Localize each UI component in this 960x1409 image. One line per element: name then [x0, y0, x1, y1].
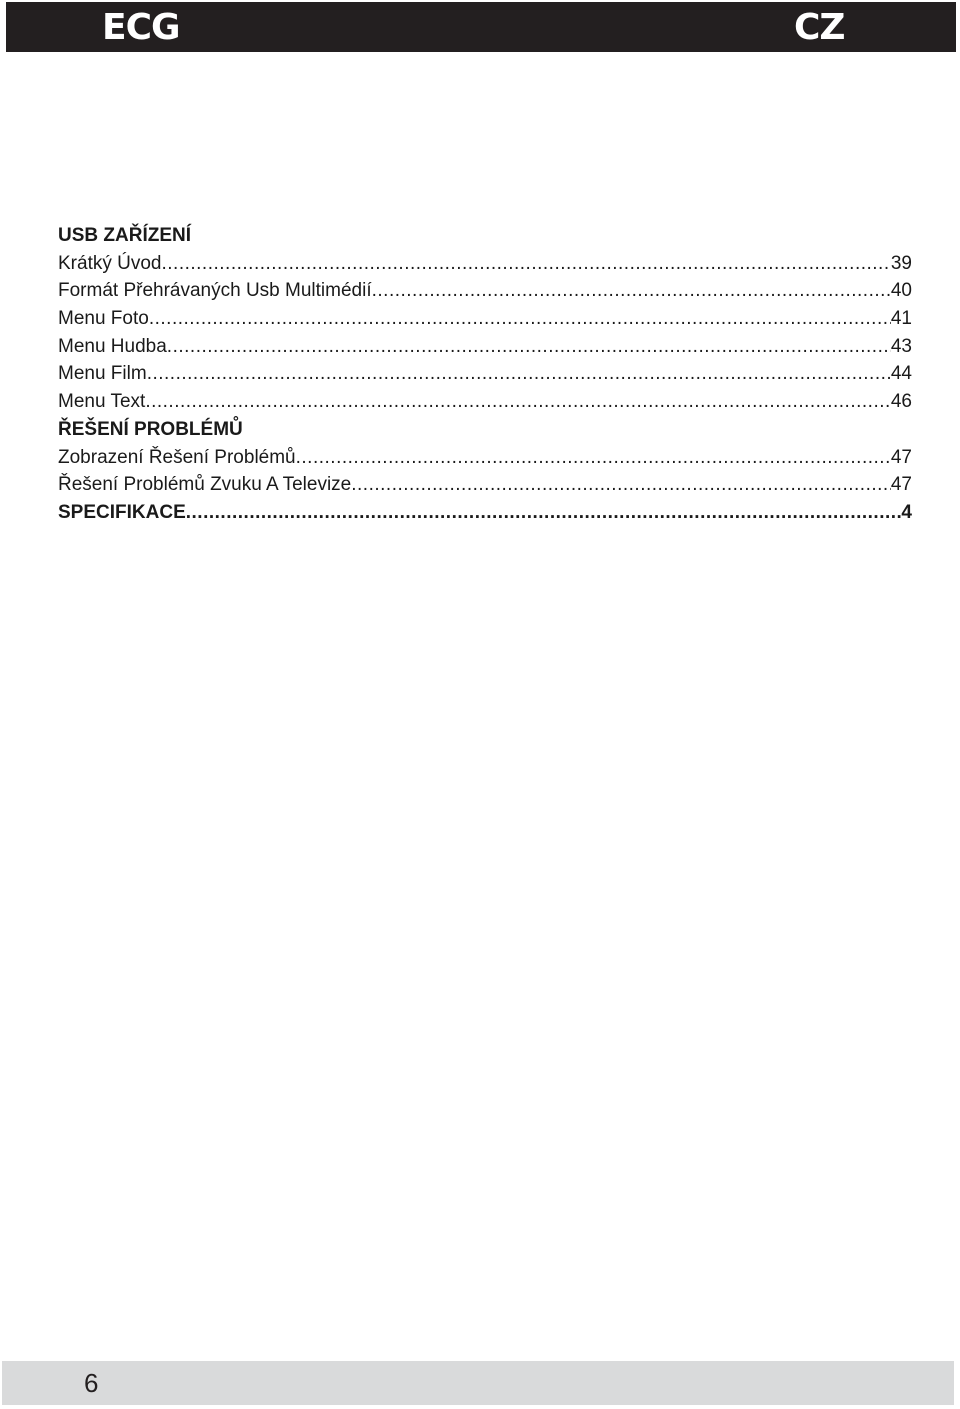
- header-bar: [6, 2, 956, 52]
- toc-entry-page: 46: [890, 391, 912, 413]
- toc-entry-format[interactable]: [58, 277, 912, 305]
- toc-leader-dots: [372, 277, 891, 305]
- toc-entry-page: 47: [890, 446, 912, 468]
- toc-entry-menu-text[interactable]: [58, 388, 912, 416]
- toc-leader-dots: [351, 471, 891, 499]
- toc-entry-page: 47: [890, 474, 912, 496]
- toc-entry-title: Menu Hudba: [58, 335, 167, 357]
- toc-entry-page: 44: [890, 363, 912, 385]
- toc-entry-menu-film[interactable]: [58, 360, 912, 388]
- toc-heading-label: ŘEŠENÍ PROBLÉMŮ: [58, 418, 243, 440]
- toc-entry-zvuk-televize[interactable]: [58, 471, 912, 499]
- toc-entry-kratky-uvod[interactable]: [58, 250, 912, 278]
- toc-entry-title: Menu Film: [58, 363, 147, 385]
- toc-leader-dots: [145, 388, 891, 416]
- page-number: 6: [84, 1368, 99, 1398]
- toc-entry-page: 40: [890, 280, 912, 302]
- toc-entry-menu-foto[interactable]: [58, 305, 912, 333]
- toc-entry-title: Krátký Úvod: [58, 252, 162, 274]
- toc-entry-page: 39: [890, 252, 912, 274]
- toc-entry-title: Zobrazení Řešení Problémů: [58, 446, 296, 468]
- table-of-contents: [58, 222, 912, 527]
- toc-leader-dots: [186, 499, 902, 527]
- toc-heading-troubleshooting: [58, 416, 912, 444]
- toc-entry-title: Řešení Problémů Zvuku A Televize: [58, 474, 352, 496]
- language-code: CZ: [794, 7, 845, 48]
- toc-leader-dots: [296, 444, 891, 472]
- toc-entry-specifikace[interactable]: [58, 499, 912, 527]
- toc-leader-dots: [147, 360, 891, 388]
- toc-entry-zobrazeni[interactable]: [58, 444, 912, 472]
- toc-entry-title: Formát Přehrávaných Usb Multimédií: [58, 280, 372, 302]
- toc-entry-page: 41: [890, 308, 912, 330]
- toc-entry-title: Menu Text: [58, 391, 146, 413]
- toc-entry-menu-hudba[interactable]: [58, 333, 912, 361]
- brand-logo: ECG: [102, 7, 180, 48]
- footer-bar: [2, 1361, 954, 1405]
- toc-leader-dots: [149, 305, 891, 333]
- toc-heading-usb: [58, 222, 912, 250]
- toc-entry-page: 43: [890, 335, 912, 357]
- toc-leader-dots: [161, 250, 890, 278]
- toc-entry-title: SPECIFIKACE: [58, 501, 186, 523]
- toc-entry-title: Menu Foto: [58, 308, 149, 330]
- toc-leader-dots: [167, 333, 891, 361]
- toc-entry-page: 4: [901, 501, 912, 523]
- toc-heading-label: USB ZAŘÍZENÍ: [58, 225, 191, 246]
